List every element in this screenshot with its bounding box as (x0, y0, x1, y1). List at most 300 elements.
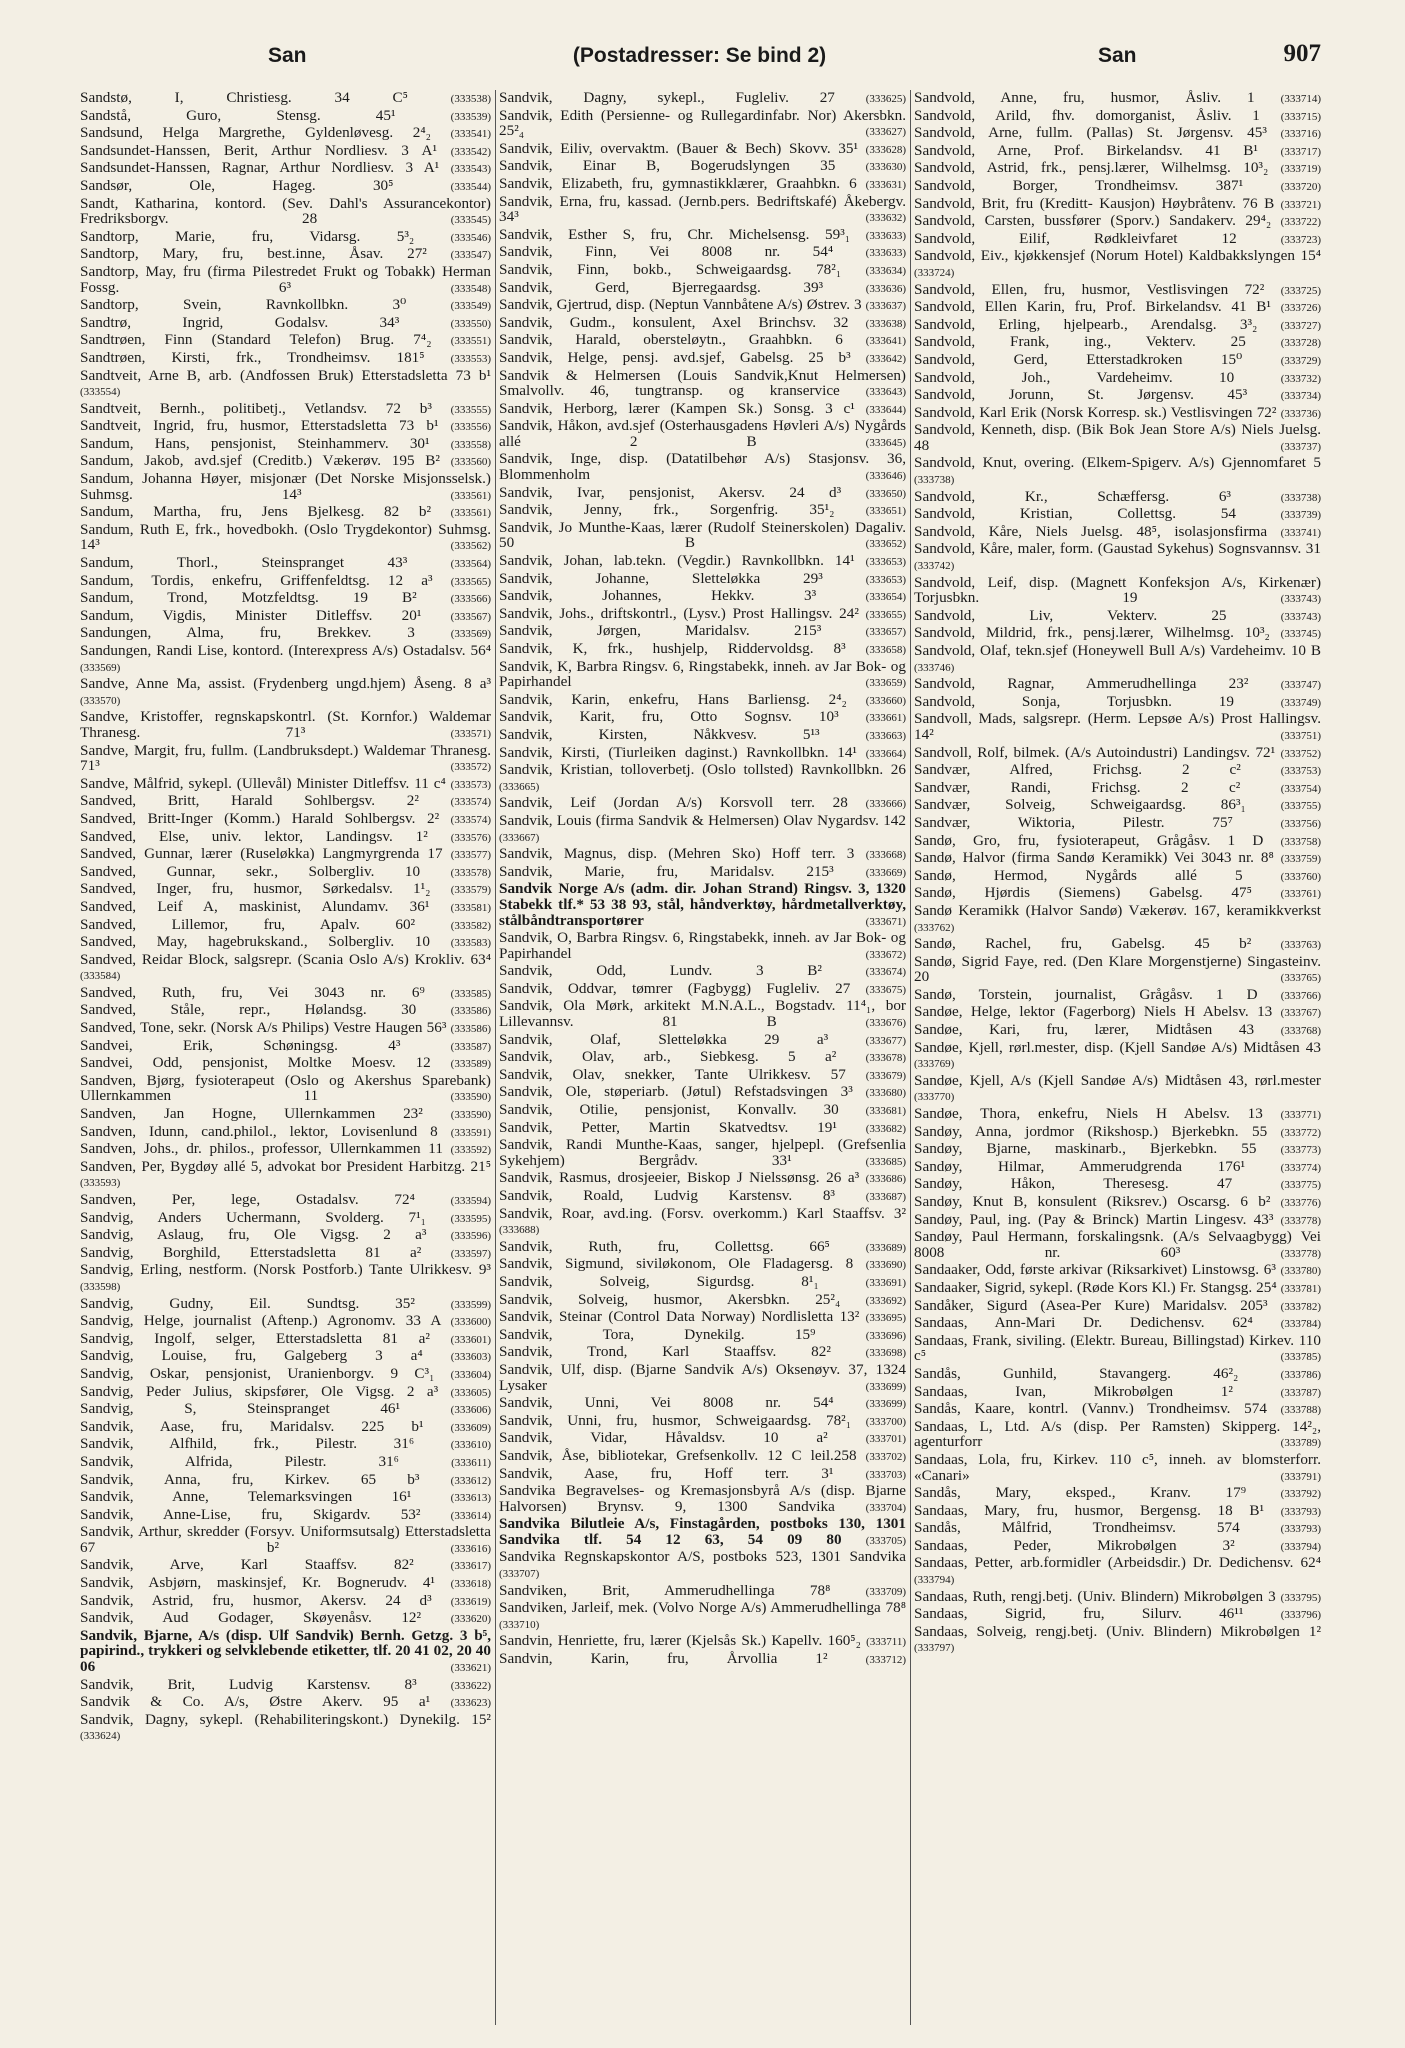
entry-number: (333617) (450, 1560, 491, 1573)
entry-text: Sandvoll, Rolf, bilmek. (A/s Autoindustri) Landingsv. 72¹ (914, 743, 1276, 761)
entry-number: (333674) (865, 966, 906, 979)
directory-entry (80, 1331, 491, 1349)
entry-number: (333651) (865, 505, 907, 518)
entry-number: (333766) (1280, 989, 1322, 1002)
entry-number: (333593) (80, 1177, 121, 1190)
entry-text: Sandvik, Kirsten, Nåkkvesv. 5¹³ (499, 725, 820, 743)
entry-text: Sandaas, Ann-Mari Dr. Dedichensv. 62⁴ (914, 1314, 1253, 1332)
entry-text: Sandvik, Gjertrud, disp. (Neptun Vannbåtene A/s) Østrev. 3 (499, 296, 862, 314)
directory-entry (914, 1159, 1321, 1177)
directory-entry (914, 850, 1321, 868)
entry-number: (333545) (450, 214, 492, 227)
directory-entry (80, 864, 491, 882)
entry-text: Sandvik, Kristian, tolloverbetj. (Oslo tollsted) Ravnkollbkn. 26 (499, 761, 906, 779)
entry-text: Sandvik, Einar B, Bogerudslyngen 35 (499, 157, 836, 175)
entry-number: (333625) (865, 93, 907, 105)
entry-number: (333654) (865, 591, 906, 604)
entry-text: Sandvig, Peder Julius, skipsfører, Ole Vigsg. 2 a³ (80, 1382, 439, 1400)
directory-entry (914, 936, 1321, 954)
entry-text: Sandvik, Vidar, Håvaldsv. 10 a² (499, 1429, 828, 1447)
entry-number: (333676) (865, 1017, 906, 1030)
directory-entry (80, 1384, 491, 1402)
directory-entry (914, 694, 1321, 712)
directory-entry (80, 555, 491, 573)
entry-number: (333562) (450, 540, 491, 553)
entry-text: Sandvik, Edith (Persienne- og Rullegardinfabr. Nor) Akersbkn. 25²₄ (499, 106, 906, 140)
entry-number: (333636) (865, 282, 907, 295)
entry-text: Sandvold, Frank, ing., Vekterv. 25 (914, 333, 1246, 351)
entry-number: (333745) (1280, 628, 1321, 641)
entry-number: (333561) (450, 489, 491, 502)
directory-entry (80, 793, 491, 811)
entry-text: Sandvik, Åse, bibliotekar, Grefsenkollv. 12 C leil.258 (499, 1446, 857, 1464)
entry-text: Sandø, Rachel, fru, Gabelsg. 45 b² (914, 935, 1252, 953)
directory-entry (80, 1677, 491, 1695)
directory-entry (914, 1366, 1321, 1384)
entry-number: (333560) (450, 456, 492, 469)
directory-entry (914, 1606, 1321, 1624)
directory-entry (499, 1327, 906, 1345)
header-left-keyword: San (268, 44, 307, 67)
entry-text: Sandved, Gunnar, lærer (Ruseløkka) Langmyrgrenda 17 (80, 845, 443, 863)
entry-number: (333678) (865, 1052, 906, 1065)
entry-number: (333770) (914, 1091, 955, 1104)
entry-text: Sandvik, Petter, Martin Skatvedtsv. 19¹ (499, 1118, 837, 1136)
directory-entry (914, 1106, 1321, 1124)
directory-entry (80, 643, 491, 676)
entry-text: Sandvin, Karin, fru, Årvollia 1² (499, 1650, 828, 1668)
entry-number: (333711) (866, 1636, 906, 1649)
entry-text: Sandvik, Dagny, sykepl. (Rehabiliteringskont.) Dynekilg. 15² (80, 1710, 491, 1728)
entry-text: Sandvik, Anne, Telemarksvingen 16¹ (80, 1488, 412, 1506)
entry-number: (333692) (865, 1294, 906, 1307)
directory-entry (80, 1038, 491, 1056)
directory-entry (914, 987, 1321, 1005)
directory-entry (499, 1206, 906, 1239)
entry-text: Sandvik, Trond, Karl Staaffsv. 82² (499, 1343, 831, 1361)
entry-number: (333634) (865, 264, 906, 277)
directory-entry (499, 727, 906, 745)
directory-entry (914, 370, 1321, 388)
directory-entry (914, 780, 1321, 798)
directory-entry (80, 246, 491, 264)
directory-entry (914, 1315, 1321, 1333)
entry-text: Sandøe, Kjell, A/s (Kjell Sandøe A/s) Midtåsen 43, rørl.mester (914, 1071, 1321, 1089)
directory-entry (914, 524, 1321, 542)
entry-number: (333572) (450, 761, 491, 774)
directory-entry (499, 571, 906, 589)
entry-number: (333604) (450, 1368, 491, 1381)
directory-entry (80, 160, 491, 178)
entry-text: Sandvold, Anne, fru, husmor, Åsliv. 1 (914, 90, 1255, 106)
entry-number: (333776) (1280, 1197, 1321, 1209)
entry-text: Sandvik & Co. A/s, Østre Akerv. 95 a¹ (80, 1693, 431, 1711)
entry-number: (333796) (1280, 1609, 1322, 1622)
entry-text: Sandøy, Knut B, konsulent (Riksrev.) Oscarsg. 6 b² (914, 1193, 1271, 1210)
entry-number: (333590) (450, 1091, 491, 1104)
directory-entry (80, 1557, 491, 1575)
entry-number: (333630) (865, 161, 906, 174)
directory-entry (914, 1419, 1321, 1452)
directory-entry (499, 520, 906, 553)
directory-entry (499, 1292, 906, 1310)
entry-number: (333702) (865, 1450, 906, 1463)
entry-text: Sandvold, Kr., Schæffersg. 6³ (914, 487, 1231, 505)
entry-number: (333758) (1280, 835, 1321, 848)
entry-text: Sandøe, Kari, fru, lærer, Midtåsen 43 (914, 1021, 1255, 1039)
directory-entry (499, 332, 906, 350)
entry-text: Sandvær, Wiktoria, Pilestr. 75⁷ (914, 813, 1233, 831)
entry-text: Sandvold, Ellen Karin, fru, Prof. Birkelandsv. 41 B¹ (914, 298, 1271, 316)
entry-text: Sandvik, Odd, Lundv. 3 B² (499, 962, 822, 980)
entry-number: (333644) (865, 403, 907, 416)
directory-entry (914, 125, 1321, 143)
directory-entry (80, 1296, 491, 1314)
entry-text: Sandven, Idunn, cand.philol., lektor, Lovisenlund 8 (80, 1122, 438, 1140)
directory-entry (499, 659, 906, 692)
entry-number: (333601) (450, 1333, 491, 1346)
entry-number: (333544) (450, 180, 491, 193)
entry-number: (333589) (450, 1058, 491, 1071)
entry-text: Sandvik, Aase, fru, Maridalsv. 225 b¹ (80, 1417, 424, 1435)
directory-entry (499, 262, 906, 280)
entry-text: Sandvold, Astrid, frk., pensj.lærer, Wilhelmsg. 10³₂ (914, 159, 1269, 177)
directory-entry (914, 422, 1321, 455)
directory-entry (80, 1436, 491, 1454)
entry-text: Sandvold, Carsten, bussfører (Sporv.) Sandakerv. 29⁴₂ (914, 212, 1272, 230)
entry-text: Sandvig, Ingolf, selger, Etterstadsletta 81 a² (80, 1329, 430, 1347)
entry-number: (333700) (865, 1415, 907, 1428)
entry-text: Sandvik, Astrid, fru, husmor, Akersv. 24 d³ (80, 1591, 432, 1609)
directory-entry (914, 1333, 1321, 1366)
entry-number: (333772) (1280, 1126, 1321, 1139)
entry-text: Sandvoll, Mads, salgsrepr. (Herm. Lepsøe A/s) Prost Hallingsv. 14² (914, 710, 1321, 743)
entry-number: (333680) (865, 1087, 906, 1100)
entry-text: Sandø, Hjørdis (Siemens) Gabelsg. 47⁵ (914, 884, 1252, 902)
entry-text: Sandved, Reidar Block, salgsrepr. (Scania Oslo A/s) Krokliv. 63⁴ (80, 950, 491, 968)
entry-number: (333624) (80, 1730, 121, 1743)
entry-text: Sandø Keramikk (Halvor Sandø) Vækerøv. 167, keramikkverkst (914, 901, 1321, 919)
entry-number: (333681) (865, 1105, 906, 1118)
entry-text: Sandø, Sigrid Faye, red. (Den Klare Morgenstjerne) Singasteinv. 20 (914, 952, 1321, 986)
directory-entry (914, 903, 1321, 936)
entry-number: (333543) (450, 163, 492, 176)
directory-entry (499, 1344, 906, 1362)
entry-number: (333605) (450, 1386, 491, 1399)
entry-text: Sandvig, Helge, journalist (Aftenp.) Agronomv. 33 A (80, 1312, 441, 1330)
directory-entry (914, 352, 1321, 370)
entry-number: (333690) (865, 1259, 907, 1272)
entry-text: Sandvin, Henriette, fru, lærer (Kjelsås Sk.) Kapellv. 160⁵₂ (499, 1632, 861, 1650)
directory-entry (80, 1210, 491, 1228)
entry-number: (333724) (914, 266, 955, 279)
entry-text: Sandvik, Aase, fru, Hoff terr. 3¹ (499, 1464, 834, 1482)
entry-number: (333710) (499, 1618, 540, 1631)
entry-text: Sandøy, Anna, jordmor (Rikshosp.) Bjerkebkn. 55 (914, 1122, 1268, 1140)
entry-number: (333741) (1280, 526, 1321, 539)
directory-entry (499, 401, 906, 419)
entry-number: (333606) (450, 1404, 491, 1417)
entry-number: (333633) (865, 229, 907, 242)
directory-entry (499, 451, 906, 484)
listing-columns (80, 90, 1326, 2025)
entry-text: Sandviken, Brit, Ammerudhellinga 78⁸ (499, 1581, 831, 1599)
entry-number: (333666) (865, 798, 906, 811)
entry-number: (333583) (450, 937, 492, 950)
entry-text: Sandvik, Solveig, Sigurdsg. 8¹₁ (499, 1272, 819, 1290)
entry-number: (333657) (865, 626, 906, 639)
directory-entry (499, 588, 906, 606)
entry-number: (333732) (1280, 372, 1322, 385)
directory-entry (499, 709, 906, 727)
entry-text: Sandvik, Ruth, fru, Collettsg. 66⁵ (499, 1237, 830, 1255)
directory-entry (914, 143, 1321, 161)
entry-text: Sandungen, Randi Lise, kontord. (Interexpress A/s) Ostadalsv. 56⁴ (80, 642, 491, 659)
entry-text: Sandvik, Roald, Ludvig Karstensv. 8³ (499, 1187, 835, 1204)
entry-text: Sandvær, Solveig, Schweigaardsg. 86³₁ (914, 796, 1246, 814)
entry-text: Sandvik, Ivar, pensjonist, Akersv. 24 d³ (499, 483, 842, 501)
entry-number: (333558) (450, 438, 492, 451)
entry-text: Sandven, Per, lege, Ostadalsv. 72⁴ (80, 1191, 415, 1208)
directory-entry (80, 1575, 491, 1593)
entry-number: (333793) (1280, 1523, 1321, 1536)
directory-entry (499, 502, 906, 520)
entry-text: Sandvik, Olav, snekker, Tante Ulrikkesv. 57 (499, 1065, 846, 1083)
directory-entry (80, 1227, 491, 1245)
entry-number: (333567) (450, 610, 491, 623)
entry-text: Sandved, May, hagebrukskand., Solbergliv. 10 (80, 933, 430, 951)
entry-text: Sandaas, Mary, fru, husmor, Bergensg. 18 B¹ (914, 1501, 1265, 1519)
entry-text: Sandsund, Helga Margrethe, Gyldenløvesg. 2⁴₂ (80, 124, 431, 142)
entry-number: (333667) (499, 831, 540, 844)
entry-text: Sandvei, Erik, Schøningsg. 4³ (80, 1036, 401, 1054)
entry-number: (333609) (450, 1421, 491, 1434)
entry-text: Sandved, Ruth, fru, Vei 3043 nr. 6⁹ (80, 983, 425, 1001)
directory-entry (80, 522, 491, 555)
entry-number: (333688) (499, 1224, 540, 1237)
directory-entry (80, 418, 491, 436)
directory-entry (80, 1454, 491, 1472)
entry-number: (333736) (1280, 407, 1322, 420)
entry-number: (333719) (1280, 163, 1321, 176)
directory-entry (80, 196, 491, 229)
entry-text: Sandø, Halvor (firma Sandø Keramikk) Vei 3043 nr. 8⁸ (914, 849, 1274, 867)
entry-text: Sandt, Katharina, kontord. (Sev. Dahl's Assurancekontor) Fredriksborgv. 28 (80, 194, 491, 228)
column-3 (910, 90, 1325, 2025)
directory-entry (80, 125, 491, 143)
directory-entry (914, 711, 1321, 744)
entry-text: Sandved, Leif A, maskinist, Alundamv. 36¹ (80, 897, 430, 915)
directory-entry (499, 1483, 906, 1516)
entry-text: Sandvik, Håkon, avd.sjef (Osterhausgadens Høvleri A/s) Nygårds allé 2 B (499, 417, 906, 450)
entry-number: (333613) (450, 1492, 491, 1505)
directory-entry (914, 1040, 1321, 1073)
directory-entry (499, 1362, 906, 1395)
entry-number: (333771) (1280, 1109, 1321, 1122)
entry-number: (333743) (1280, 610, 1322, 623)
directory-entry (914, 1624, 1321, 1657)
entry-number: (333723) (1280, 233, 1322, 246)
directory-entry (914, 90, 1321, 108)
entry-number: (333586) (450, 1023, 491, 1036)
entry-text: Sandve, Kristoffer, regnskapskontrl. (St. Kornfor.) Waldemar Thranesg. 71³ (80, 708, 491, 741)
entry-text: Sandvik, Alfhild, frk., Pilestr. 31⁶ (80, 1435, 415, 1453)
directory-entry (914, 1022, 1321, 1040)
entry-number: (333687) (865, 1191, 907, 1203)
directory-entry (499, 981, 906, 999)
entry-text: Sandvik, Magnus, disp. (Mehren Sko) Hoff terr. 3 (499, 845, 855, 863)
directory-entry (80, 1002, 491, 1020)
entry-text: Sandvig, Borghild, Etterstadsletta 81 a² (80, 1243, 422, 1261)
column-1 (80, 90, 495, 2025)
entry-text: Sandaas, Peder, Mikrobølgen 3² (914, 1536, 1235, 1554)
directory-entry (499, 244, 906, 262)
entry-text: Sandvik, Rasmus, drosjeeier, Biskop J Nielssønsg. 26 a³ (499, 1169, 860, 1187)
entry-text: Sandvika Bilutleie A/s, Finstagården, postboks 130, 1301 Sandvika tlf. 54 12 63, 54 09 80 (499, 1515, 906, 1548)
entry-text: Sandum, Tordis, enkefru, Griffenfeldtsg. 12 a³ (80, 571, 433, 589)
entry-text: Sandøe, Kjell, rørl.mester, disp. (Kjell Sandøe A/s) Midtåsen 43 (914, 1038, 1321, 1056)
entry-number: (333650) (865, 487, 907, 500)
entry-text: Sandvig, Aslaug, fru, Ole Vigsg. 2 a³ (80, 1226, 427, 1244)
entry-text: Sandøe, Helge, lektor (Fagerborg) Niels H Abelsv. 13 (914, 1003, 1273, 1021)
entry-number: (333699) (865, 1398, 907, 1411)
entry-text: Sandum, Jakob, avd.sjef (Creditb.) Vækerøv. 195 B² (80, 452, 440, 470)
entry-number: (333549) (450, 300, 491, 313)
entry-text: Sandstå, Guro, Stensg. 45¹ (80, 106, 396, 124)
entry-number: (333658) (865, 644, 906, 656)
entry-number: (333781) (1280, 1282, 1322, 1295)
directory-entry (914, 231, 1321, 249)
directory-entry (499, 194, 906, 227)
entry-number: (333574) (450, 796, 491, 809)
entry-number: (333749) (1280, 696, 1322, 709)
directory-entry (499, 1032, 906, 1050)
entry-number: (333621) (450, 1662, 491, 1675)
directory-entry (80, 1694, 491, 1712)
directory-entry (80, 899, 491, 917)
directory-entry (914, 815, 1321, 833)
entry-number: (333551) (450, 335, 492, 348)
entry-number: (333782) (1280, 1300, 1321, 1313)
directory-entry (499, 1309, 906, 1327)
entry-number: (333555) (450, 403, 491, 416)
entry-number: (333686) (865, 1173, 906, 1186)
entry-number: (333600) (450, 1316, 491, 1329)
entry-text: Sandved, Gunnar, sekr., Solbergliv. 10 (80, 862, 421, 880)
entry-number: (333581) (450, 901, 491, 914)
directory-entry (914, 282, 1321, 300)
entry-number: (333793) (1280, 1505, 1322, 1518)
entry-number: (333659) (865, 677, 906, 690)
directory-entry (80, 90, 491, 108)
directory-entry (80, 590, 491, 608)
entry-text: Sandtveit, Arne B, arb. (Andfossen Bruk) Etterstadsletta 73 b¹ (80, 366, 491, 384)
directory-entry (80, 1401, 491, 1419)
entry-number: (333541) (450, 128, 491, 141)
entry-number: (333645) (865, 436, 906, 449)
entry-text: Sandaaker, Sigrid, sykepl. (Røde Kors Kl.) Fr. Stangsg. 25⁴ (914, 1278, 1277, 1296)
entry-text: Sandvik & Helmersen (Louis Sandvik,Knut Helmersen) Smalvollv. 46, tungtransp. og kranservice (499, 366, 906, 400)
directory-entry (80, 829, 491, 847)
entry-number: (333788) (1280, 1404, 1321, 1417)
entry-text: Sandvik, Unni, fru, husmor, Schweigaardsg. 78²₁ (499, 1411, 852, 1429)
entry-text: Sandvold, Arild, fhv. domorganist, Åsliv. 1 (914, 106, 1260, 124)
entry-number: (333769) (914, 1058, 955, 1071)
entry-number: (333633) (865, 247, 906, 260)
entry-text: Sandtorp, Svein, Ravnkollbkn. 3⁰ (80, 296, 407, 314)
entry-text: Sandum, Thorl., Steinspranget 43³ (80, 554, 408, 572)
entry-number: (333791) (1280, 1470, 1321, 1483)
entry-number: (333765) (1280, 972, 1321, 985)
entry-number: (333570) (80, 694, 121, 707)
directory-entry (80, 1628, 491, 1677)
header-center-note: (Postadresser: Se bind 2) (572, 44, 827, 67)
directory-entry (80, 1593, 491, 1611)
entry-text: Sandvik, Karit, fru, Otto Sognsv. 10³ (499, 708, 839, 726)
directory-entry (914, 1520, 1321, 1538)
entry-text: Sandvold, Arne, Prof. Birkelandsv. 41 B¹ (914, 141, 1258, 159)
entry-text: Sandved, Inger, fru, husmor, Sørkedalsv. 1¹₂ (80, 880, 431, 898)
directory-entry (80, 881, 491, 899)
directory-entry (499, 1651, 906, 1669)
entry-number: (333751) (1280, 729, 1321, 742)
entry-number: (333789) (1280, 1437, 1321, 1450)
entry-text: Sandvold, Sonja, Torjusbkn. 19 (914, 692, 1234, 710)
entry-number: (333577) (450, 849, 492, 862)
entry-text: Sandvig, Anders Uchermann, Svolderg. 7¹₁ (80, 1208, 426, 1226)
entry-number: (333582) (450, 919, 492, 932)
entry-text: Sandvik, Erna, fru, kassad. (Jernb.pers. Bedriftskafé) Åkebergv. 34³ (499, 192, 906, 226)
entry-text: Sandvold, Leif, disp. (Magnett Konfeksjon A/s, Kirkenær) Torjusbkn. 19 (914, 573, 1321, 607)
entry-text: Sandvær, Randi, Frichsg. 2 c² (914, 778, 1241, 796)
entry-text: Sandtrø, Ingrid, Godalsv. 34³ (80, 313, 400, 331)
entry-text: Sandø, Torstein, journalist, Grågåsv. 1 D (914, 985, 1258, 1003)
entry-number: (333707) (499, 1568, 540, 1581)
entry-text: Sandum, Trond, Motzfeldtsg. 19 B² (80, 589, 417, 607)
directory-entry (499, 418, 906, 451)
directory-entry (499, 1256, 906, 1274)
directory-entry (914, 625, 1321, 643)
directory-entry (499, 350, 906, 368)
entry-text: Sandvold, Liv, Vekterv. 25 (914, 606, 1227, 624)
directory-entry (80, 401, 491, 419)
entry-number: (333714) (1280, 93, 1321, 105)
entry-text: Sandvold, Kristian, Collettsg. 54 (914, 505, 1236, 523)
entry-number: (333631) (865, 178, 906, 191)
directory-entry (914, 541, 1321, 574)
directory-entry (80, 1262, 491, 1295)
entry-number: (333726) (1280, 302, 1322, 315)
directory-entry (80, 1524, 491, 1557)
entry-text: Sandum, Johanna Høyer, misjonær (Det Norske Misjonsselsk.) Suhmsg. 14³ (80, 470, 491, 503)
entry-number: (333773) (1280, 1144, 1321, 1157)
entry-text: Sandvold, Eilif, Rødkleivfaret 12 (914, 229, 1237, 247)
entry-text: Sandås, Målfrid, Trondheimsv. 574 (914, 1519, 1240, 1537)
entry-text: Sandvik, Herborg, lærer (Kampen Sk.) Sonsg. 3 c¹ (499, 399, 855, 417)
entry-text: Sandvik, Arthur, skredder (Forsyv. Uniformsutsalg) Etterstadsletta 67 b² (80, 1523, 491, 1556)
entry-number: (333594) (450, 1195, 491, 1207)
directory-entry (914, 213, 1321, 231)
entry-text: Sandvold, Mildrid, frk., pensj.lærer, Wilhelmsg. 10³₂ (914, 624, 1270, 642)
entry-number: (333595) (450, 1212, 491, 1225)
entry-number: (333795) (1280, 1591, 1321, 1604)
directory-entry (499, 1395, 906, 1413)
entry-number: (333767) (1280, 1007, 1321, 1020)
directory-entry (914, 643, 1321, 676)
directory-entry (80, 1313, 491, 1331)
entry-number: (333722) (1280, 216, 1321, 229)
entry-text: Sandvik, Ola Mørk, arkitekt M.N.A.L., Bogstadv. 11⁴₁, bor Lillevannsv. 81 B (499, 997, 906, 1031)
